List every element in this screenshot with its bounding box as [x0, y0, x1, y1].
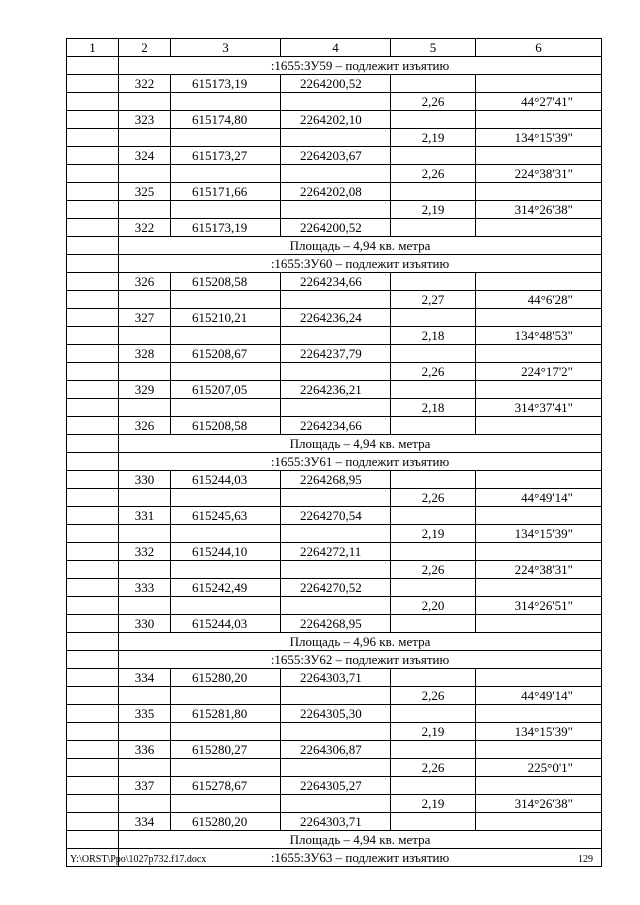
- angle-cell: [476, 669, 602, 687]
- coord-y: [281, 201, 391, 219]
- coord-y: 2264268,95: [281, 471, 391, 489]
- coord-y: [281, 129, 391, 147]
- coord-y: [281, 327, 391, 345]
- table-row: [67, 597, 602, 615]
- distance-cell: [391, 381, 476, 399]
- table-row: [67, 129, 602, 147]
- point-number: 323: [119, 111, 171, 129]
- distance-cell: [391, 705, 476, 723]
- distance-cell: [391, 615, 476, 633]
- row-spacer-cell: [67, 471, 119, 489]
- point-number: 327: [119, 309, 171, 327]
- coord-y: [281, 399, 391, 417]
- parcel-title: :1655:ЗУ63 – подлежит изъятию: [119, 849, 602, 867]
- row-spacer-cell: [67, 201, 119, 219]
- coord-y: [281, 687, 391, 705]
- coord-x: [171, 525, 281, 543]
- table-row: [67, 147, 602, 165]
- row-spacer-cell: [67, 129, 119, 147]
- angle-cell: [476, 273, 602, 291]
- point-number: 322: [119, 219, 171, 237]
- segment-length: 2,20: [391, 597, 476, 615]
- segment-length: 2,19: [391, 129, 476, 147]
- row-spacer-cell: [67, 723, 119, 741]
- row-spacer-cell: [67, 255, 119, 273]
- point-number: [119, 363, 171, 381]
- header-cell: 6: [476, 39, 602, 57]
- direction-angle: 134°15'39": [476, 129, 602, 147]
- row-spacer-cell: [67, 417, 119, 435]
- coord-y: [281, 723, 391, 741]
- direction-angle: 44°49'14": [476, 489, 602, 507]
- point-number: 334: [119, 813, 171, 831]
- row-spacer-cell: [67, 345, 119, 363]
- coord-x: 615208,67: [171, 345, 281, 363]
- row-spacer-cell: [67, 435, 119, 453]
- parcel-area-row: [67, 237, 602, 255]
- row-spacer-cell: [67, 579, 119, 597]
- point-number: 325: [119, 183, 171, 201]
- table-row: [67, 543, 602, 561]
- coord-y: 2264306,87: [281, 741, 391, 759]
- row-spacer-cell: [67, 795, 119, 813]
- table-row: [67, 561, 602, 579]
- point-number: 330: [119, 471, 171, 489]
- row-spacer-cell: [67, 147, 119, 165]
- coord-x: 615208,58: [171, 417, 281, 435]
- segment-length: 2,19: [391, 525, 476, 543]
- angle-cell: [476, 777, 602, 795]
- distance-cell: [391, 309, 476, 327]
- row-spacer-cell: [67, 561, 119, 579]
- angle-cell: [476, 507, 602, 525]
- parcel-title: :1655:ЗУ59 – подлежит изъятию: [119, 57, 602, 75]
- coord-y: [281, 165, 391, 183]
- coord-x: 615210,21: [171, 309, 281, 327]
- table-row: [67, 669, 602, 687]
- parcel-area-row: [67, 633, 602, 651]
- row-spacer-cell: [67, 183, 119, 201]
- table-row: [67, 345, 602, 363]
- point-number: [119, 597, 171, 615]
- parcel-title: :1655:ЗУ62 – подлежит изъятию: [119, 651, 602, 669]
- distance-cell: [391, 417, 476, 435]
- coord-y: 2264203,67: [281, 147, 391, 165]
- coord-x: 615174,80: [171, 111, 281, 129]
- coord-x: 615208,58: [171, 273, 281, 291]
- row-spacer-cell: [67, 831, 119, 849]
- coord-x: [171, 129, 281, 147]
- coord-x: [171, 597, 281, 615]
- angle-cell: [476, 615, 602, 633]
- point-number: [119, 327, 171, 345]
- footer-file-path: Y:\ORST\Ppo\1027p732.f17.docx: [70, 854, 207, 865]
- row-spacer-cell: [67, 219, 119, 237]
- direction-angle: 224°38'31": [476, 561, 602, 579]
- row-spacer-cell: [67, 705, 119, 723]
- parcel-title-row: [67, 255, 602, 273]
- distance-cell: [391, 579, 476, 597]
- coord-y: 2264234,66: [281, 273, 391, 291]
- coord-y: 2264237,79: [281, 345, 391, 363]
- table-row: [67, 273, 602, 291]
- coord-y: 2264236,21: [281, 381, 391, 399]
- distance-cell: [391, 219, 476, 237]
- table-row: [67, 417, 602, 435]
- coord-y: 2264236,24: [281, 309, 391, 327]
- table-row: [67, 219, 602, 237]
- coord-y: [281, 759, 391, 777]
- distance-cell: [391, 777, 476, 795]
- parcel-area: Площадь – 4,94 кв. метра: [119, 435, 602, 453]
- header-cell: 5: [391, 39, 476, 57]
- coord-x: [171, 93, 281, 111]
- distance-cell: [391, 345, 476, 363]
- direction-angle: 314°37'41": [476, 399, 602, 417]
- direction-angle: 44°27'41": [476, 93, 602, 111]
- parcel-area: Площадь – 4,94 кв. метра: [119, 237, 602, 255]
- segment-length: 2,26: [391, 363, 476, 381]
- segment-length: 2,19: [391, 795, 476, 813]
- row-spacer-cell: [67, 669, 119, 687]
- coord-x: [171, 723, 281, 741]
- table-row: [67, 183, 602, 201]
- coord-x: [171, 291, 281, 309]
- coord-x: 615207,05: [171, 381, 281, 399]
- segment-length: 2,19: [391, 201, 476, 219]
- point-number: 334: [119, 669, 171, 687]
- segment-length: 2,26: [391, 165, 476, 183]
- angle-cell: [476, 219, 602, 237]
- table-row: [67, 363, 602, 381]
- coord-x: [171, 687, 281, 705]
- point-number: [119, 165, 171, 183]
- row-spacer-cell: [67, 291, 119, 309]
- row-spacer-cell: [67, 615, 119, 633]
- segment-length: 2,26: [391, 561, 476, 579]
- distance-cell: [391, 813, 476, 831]
- coord-y: 2264270,54: [281, 507, 391, 525]
- row-spacer-cell: [67, 237, 119, 255]
- angle-cell: [476, 75, 602, 93]
- coord-y: 2264234,66: [281, 417, 391, 435]
- direction-angle: 314°26'38": [476, 201, 602, 219]
- parcel-title-row: [67, 651, 602, 669]
- coord-x: 615173,19: [171, 75, 281, 93]
- point-number: [119, 93, 171, 111]
- angle-cell: [476, 813, 602, 831]
- coord-x: 615242,49: [171, 579, 281, 597]
- coord-x: 615173,27: [171, 147, 281, 165]
- point-number: [119, 759, 171, 777]
- table-row: [67, 309, 602, 327]
- table-row: [67, 399, 602, 417]
- point-number: [119, 399, 171, 417]
- coord-y: [281, 291, 391, 309]
- direction-angle: 224°38'31": [476, 165, 602, 183]
- angle-cell: [476, 705, 602, 723]
- point-number: 329: [119, 381, 171, 399]
- table-row: [67, 615, 602, 633]
- point-number: 332: [119, 543, 171, 561]
- header-cell: 2: [119, 39, 171, 57]
- row-spacer-cell: [67, 597, 119, 615]
- point-number: [119, 795, 171, 813]
- coord-y: 2264303,71: [281, 669, 391, 687]
- table-row: [67, 777, 602, 795]
- row-spacer-cell: [67, 453, 119, 471]
- direction-angle: 314°26'51": [476, 597, 602, 615]
- coord-x: 615280,20: [171, 669, 281, 687]
- coord-x: [171, 363, 281, 381]
- parcel-area: Площадь – 4,96 кв. метра: [119, 633, 602, 651]
- distance-cell: [391, 669, 476, 687]
- point-number: [119, 129, 171, 147]
- table-row: [67, 165, 602, 183]
- coord-y: 2264200,52: [281, 219, 391, 237]
- segment-length: 2,18: [391, 399, 476, 417]
- coord-x: [171, 795, 281, 813]
- table-row: [67, 111, 602, 129]
- angle-cell: [476, 111, 602, 129]
- coord-x: 615280,20: [171, 813, 281, 831]
- angle-cell: [476, 183, 602, 201]
- table-row: [67, 75, 602, 93]
- row-spacer-cell: [67, 363, 119, 381]
- row-spacer-cell: [67, 381, 119, 399]
- table-row: [67, 201, 602, 219]
- coord-x: 615278,67: [171, 777, 281, 795]
- table-row: [67, 705, 602, 723]
- direction-angle: 225°0'1": [476, 759, 602, 777]
- point-number: 337: [119, 777, 171, 795]
- coord-x: 615244,03: [171, 471, 281, 489]
- distance-cell: [391, 75, 476, 93]
- direction-angle: 134°15'39": [476, 525, 602, 543]
- angle-cell: [476, 417, 602, 435]
- row-spacer-cell: [67, 633, 119, 651]
- angle-cell: [476, 309, 602, 327]
- angle-cell: [476, 147, 602, 165]
- row-spacer-cell: [67, 327, 119, 345]
- point-number: 326: [119, 273, 171, 291]
- table-row: [67, 759, 602, 777]
- coord-x: [171, 759, 281, 777]
- coord-x: [171, 201, 281, 219]
- row-spacer-cell: [67, 525, 119, 543]
- table-row: [67, 327, 602, 345]
- coord-y: [281, 525, 391, 543]
- distance-cell: [391, 147, 476, 165]
- point-number: [119, 291, 171, 309]
- distance-cell: [391, 543, 476, 561]
- point-number: 326: [119, 417, 171, 435]
- point-number: 328: [119, 345, 171, 363]
- segment-length: 2,26: [391, 759, 476, 777]
- angle-cell: [476, 741, 602, 759]
- point-number: 333: [119, 579, 171, 597]
- point-number: 336: [119, 741, 171, 759]
- segment-length: 2,26: [391, 93, 476, 111]
- table-row: [67, 93, 602, 111]
- segment-length: 2,18: [391, 327, 476, 345]
- table-row: [67, 507, 602, 525]
- row-spacer-cell: [67, 57, 119, 75]
- coord-y: 2264272,11: [281, 543, 391, 561]
- parcel-title: :1655:ЗУ61 – подлежит изъятию: [119, 453, 602, 471]
- coord-y: 2264305,30: [281, 705, 391, 723]
- parcel-area-row: [67, 831, 602, 849]
- table-row: [67, 291, 602, 309]
- point-number: [119, 489, 171, 507]
- coord-y: [281, 489, 391, 507]
- angle-cell: [476, 381, 602, 399]
- coord-y: 2264268,95: [281, 615, 391, 633]
- row-spacer-cell: [67, 309, 119, 327]
- coord-x: 615244,10: [171, 543, 281, 561]
- table-row: [67, 795, 602, 813]
- parcel-title-row: [67, 453, 602, 471]
- row-spacer-cell: [67, 759, 119, 777]
- distance-cell: [391, 507, 476, 525]
- segment-length: 2,26: [391, 489, 476, 507]
- point-number: [119, 525, 171, 543]
- table-row: [67, 813, 602, 831]
- angle-cell: [476, 471, 602, 489]
- point-number: [119, 561, 171, 579]
- table-row: [67, 741, 602, 759]
- distance-cell: [391, 183, 476, 201]
- coord-x: [171, 399, 281, 417]
- parcel-area: Площадь – 4,94 кв. метра: [119, 831, 602, 849]
- point-number: [119, 201, 171, 219]
- row-spacer-cell: [67, 75, 119, 93]
- direction-angle: 224°17'2": [476, 363, 602, 381]
- coord-x: 615280,27: [171, 741, 281, 759]
- table-row: [67, 381, 602, 399]
- coord-y: 2264200,52: [281, 75, 391, 93]
- row-spacer-cell: [67, 687, 119, 705]
- row-spacer-cell: [67, 543, 119, 561]
- table-row: [67, 471, 602, 489]
- row-spacer-cell: [67, 813, 119, 831]
- coord-y: [281, 561, 391, 579]
- row-spacer-cell: [67, 777, 119, 795]
- footer-page-number: 129: [578, 854, 593, 865]
- parcel-area-row: [67, 435, 602, 453]
- point-number: [119, 687, 171, 705]
- row-spacer-cell: [67, 399, 119, 417]
- coord-y: 2264305,27: [281, 777, 391, 795]
- segment-length: 2,27: [391, 291, 476, 309]
- header-cell: 4: [281, 39, 391, 57]
- coord-x: [171, 489, 281, 507]
- coord-y: 2264202,08: [281, 183, 391, 201]
- table-row: [67, 525, 602, 543]
- direction-angle: 44°6'28": [476, 291, 602, 309]
- parcel-title: :1655:ЗУ60 – подлежит изъятию: [119, 255, 602, 273]
- row-spacer-cell: [67, 165, 119, 183]
- point-number: 331: [119, 507, 171, 525]
- table-row: [67, 723, 602, 741]
- row-spacer-cell: [67, 111, 119, 129]
- row-spacer-cell: [67, 93, 119, 111]
- coord-y: [281, 795, 391, 813]
- segment-length: 2,19: [391, 723, 476, 741]
- point-number: [119, 723, 171, 741]
- direction-angle: 134°15'39": [476, 723, 602, 741]
- coord-y: 2264270,52: [281, 579, 391, 597]
- point-number: 335: [119, 705, 171, 723]
- direction-angle: 44°49'14": [476, 687, 602, 705]
- direction-angle: 134°48'53": [476, 327, 602, 345]
- distance-cell: [391, 741, 476, 759]
- angle-cell: [476, 345, 602, 363]
- coord-x: [171, 165, 281, 183]
- table-row: [67, 579, 602, 597]
- point-number: 324: [119, 147, 171, 165]
- coord-y: 2264303,71: [281, 813, 391, 831]
- coord-y: [281, 363, 391, 381]
- table-row: [67, 687, 602, 705]
- angle-cell: [476, 579, 602, 597]
- row-spacer-cell: [67, 507, 119, 525]
- header-cell: 1: [67, 39, 119, 57]
- coord-x: [171, 327, 281, 345]
- coordinates-table: [66, 38, 602, 867]
- row-spacer-cell: [67, 741, 119, 759]
- parcel-title-row: [67, 57, 602, 75]
- coord-x: 615171,66: [171, 183, 281, 201]
- row-spacer-cell: [67, 489, 119, 507]
- distance-cell: [391, 471, 476, 489]
- table-header-row: [67, 39, 602, 57]
- row-spacer-cell: [67, 651, 119, 669]
- table-row: [67, 489, 602, 507]
- coord-x: 615244,03: [171, 615, 281, 633]
- coord-x: 615245,63: [171, 507, 281, 525]
- coord-x: 615173,19: [171, 219, 281, 237]
- distance-cell: [391, 273, 476, 291]
- coord-y: [281, 597, 391, 615]
- segment-length: 2,26: [391, 687, 476, 705]
- coord-x: [171, 561, 281, 579]
- coord-y: [281, 93, 391, 111]
- distance-cell: [391, 111, 476, 129]
- direction-angle: 314°26'38": [476, 795, 602, 813]
- row-spacer-cell: [67, 273, 119, 291]
- point-number: 322: [119, 75, 171, 93]
- coord-x: 615281,80: [171, 705, 281, 723]
- coord-y: 2264202,10: [281, 111, 391, 129]
- header-cell: 3: [171, 39, 281, 57]
- angle-cell: [476, 543, 602, 561]
- point-number: 330: [119, 615, 171, 633]
